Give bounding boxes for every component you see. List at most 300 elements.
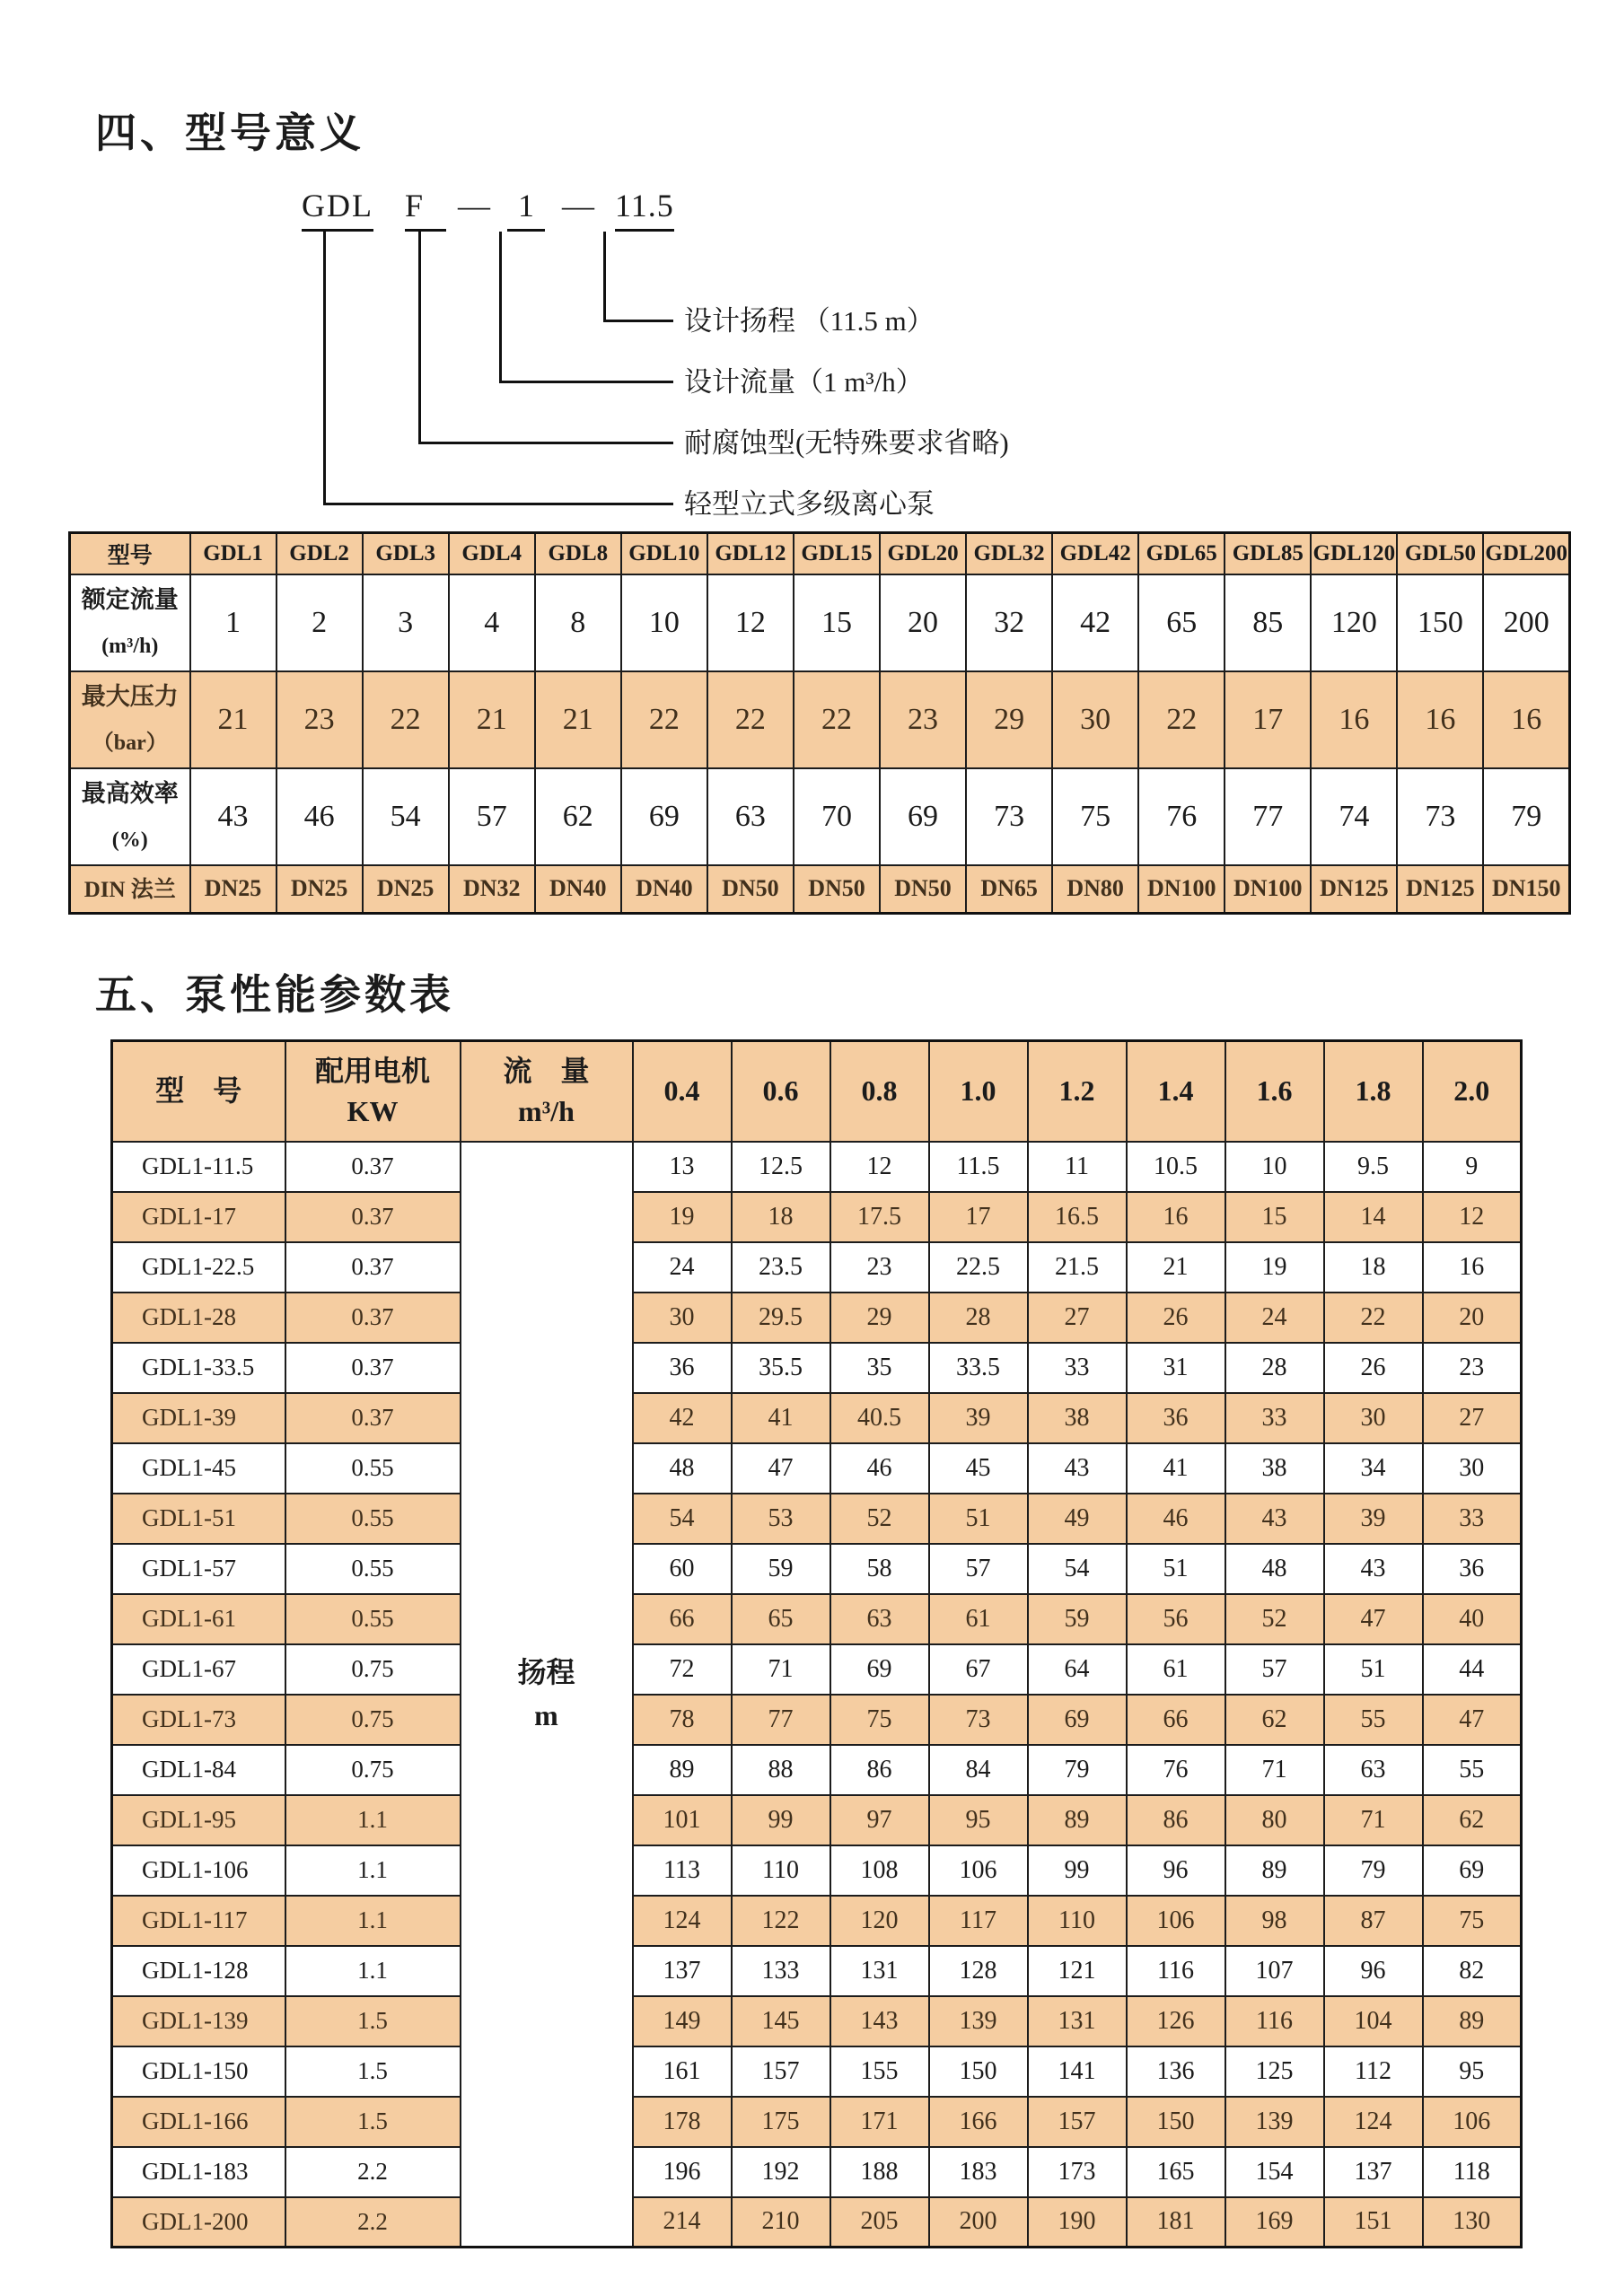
head-value-cell: 21 [1127, 1242, 1225, 1293]
table-row [70, 533, 1570, 574]
model-code-dash: — [458, 188, 491, 223]
model-header-cell: GDL85 [1225, 533, 1311, 574]
head-value-cell: 150 [1127, 2097, 1225, 2147]
head-value-cell: 24 [1225, 1293, 1324, 1343]
motor-kw-cell: 1.5 [285, 2046, 461, 2097]
head-value-cell: 62 [1423, 1795, 1522, 1845]
head-value-cell: 113 [633, 1845, 732, 1896]
head-value-cell: 34 [1324, 1443, 1423, 1494]
value-cell: 62 [535, 768, 621, 865]
head-value-cell: 9 [1423, 1142, 1522, 1192]
motor-kw-cell: 1.5 [285, 2097, 461, 2147]
model-cell: GDL1-95 [112, 1795, 285, 1845]
model-code-head: 11.5 [615, 187, 674, 232]
value-cell: 69 [621, 768, 707, 865]
head-value-cell: 49 [1028, 1494, 1127, 1544]
table-row [112, 1795, 1522, 1845]
head-value-cell: 45 [929, 1443, 1028, 1494]
head-value-cell: 53 [732, 1494, 830, 1544]
head-value-cell: 79 [1324, 1845, 1423, 1896]
head-value-cell: 71 [732, 1644, 830, 1695]
head-value-cell: 145 [732, 1996, 830, 2046]
table-row [112, 1745, 1522, 1795]
head-value-cell: 99 [732, 1795, 830, 1845]
head-value-cell: 196 [633, 2147, 732, 2197]
head-value-cell: 131 [830, 1946, 929, 1996]
head-value-cell: 11.5 [929, 1142, 1028, 1192]
table-row [112, 1393, 1522, 1443]
head-value-cell: 205 [830, 2197, 929, 2248]
head-value-cell: 36 [633, 1343, 732, 1393]
value-cell: 21 [535, 671, 621, 768]
head-value-cell: 52 [1225, 1594, 1324, 1644]
model-cell: GDL1-106 [112, 1845, 285, 1896]
head-value-cell: 12.5 [732, 1142, 830, 1192]
model-cell: GDL1-51 [112, 1494, 285, 1544]
model-header-cell: GDL10 [621, 533, 707, 574]
head-value-cell: 54 [633, 1494, 732, 1544]
motor-kw-cell: 1.1 [285, 1896, 461, 1946]
model-code-series: GDL [302, 187, 373, 232]
head-value-cell: 181 [1127, 2197, 1225, 2248]
head-value-cell: 40 [1423, 1594, 1522, 1644]
head-value-cell: 107 [1225, 1946, 1324, 1996]
value-cell: 23 [880, 671, 966, 768]
head-value-cell: 51 [1324, 1644, 1423, 1695]
model-header-cell: GDL120 [1311, 533, 1397, 574]
head-value-cell: 84 [929, 1745, 1028, 1795]
head-value-cell: 104 [1324, 1996, 1423, 2046]
section5-title: 五、泵性能参数表 [95, 972, 454, 1018]
head-value-cell: 51 [1127, 1544, 1225, 1594]
value-cell: DN32 [449, 865, 535, 914]
value-cell: 22 [794, 671, 880, 768]
row-label-text: DIN 法兰 [83, 877, 176, 902]
table-row [112, 2046, 1522, 2097]
table-row [112, 2147, 1522, 2197]
head-value-cell: 67 [929, 1644, 1028, 1695]
row-label-text: 最高效率 [81, 780, 179, 807]
head-value-cell: 23.5 [732, 1242, 830, 1293]
row-label-text: 最大压力 [81, 683, 179, 710]
model-cell: GDL1-84 [112, 1745, 285, 1795]
head-unit-line: m [534, 1699, 558, 1732]
flow-value-header: 0.6 [732, 1041, 830, 1142]
head-value-cell: 30 [1423, 1443, 1522, 1494]
head-value-cell: 178 [633, 2097, 732, 2147]
head-value-cell: 89 [633, 1745, 732, 1795]
motor-column-header [285, 1041, 461, 1142]
head-value-cell: 110 [1028, 1896, 1127, 1946]
model-header-cell: GDL200 [1483, 533, 1569, 574]
row-label-unit: (%) [111, 828, 148, 852]
value-cell: 76 [1138, 768, 1225, 865]
motor-kw-cell: 0.37 [285, 1393, 461, 1443]
head-value-cell: 59 [732, 1544, 830, 1594]
head-value-cell: 87 [1324, 1896, 1423, 1946]
motor-kw-cell: 0.55 [285, 1494, 461, 1544]
value-cell: 150 [1397, 574, 1483, 671]
head-value-cell: 157 [732, 2046, 830, 2097]
model-column-header: 型 号 [112, 1041, 285, 1142]
head-value-cell: 175 [732, 2097, 830, 2147]
head-value-cell: 16 [1423, 1242, 1522, 1293]
head-value-cell: 33 [1423, 1494, 1522, 1544]
head-value-cell: 161 [633, 2046, 732, 2097]
model-cell: GDL1-28 [112, 1293, 285, 1343]
value-cell: 22 [1138, 671, 1225, 768]
head-value-cell: 128 [929, 1946, 1028, 1996]
head-value-cell: 18 [732, 1192, 830, 1242]
table-row [112, 2097, 1522, 2147]
head-value-cell: 62 [1225, 1695, 1324, 1745]
connector-horizontal-line [323, 503, 673, 505]
value-cell: DN40 [535, 865, 621, 914]
value-cell: 22 [707, 671, 794, 768]
model-cell: GDL1-150 [112, 2046, 285, 2097]
value-cell: 22 [621, 671, 707, 768]
value-cell: 70 [794, 768, 880, 865]
head-value-cell: 80 [1225, 1795, 1324, 1845]
value-cell: 29 [966, 671, 1052, 768]
head-value-cell: 89 [1423, 1996, 1522, 2046]
head-value-cell: 154 [1225, 2147, 1324, 2197]
motor-kw-cell: 2.2 [285, 2147, 461, 2197]
model-cell: GDL1-11.5 [112, 1142, 285, 1192]
table-row [70, 671, 1570, 768]
table-row [70, 574, 1570, 671]
model-cell: GDL1-22.5 [112, 1242, 285, 1293]
head-value-cell: 12 [830, 1142, 929, 1192]
head-value-cell: 116 [1127, 1946, 1225, 1996]
value-cell: 17 [1225, 671, 1311, 768]
value-cell: 12 [707, 574, 794, 671]
table-row [112, 1293, 1522, 1343]
motor-kw-cell: 0.37 [285, 1293, 461, 1343]
header-line: m³/h [518, 1094, 575, 1127]
head-value-cell: 21.5 [1028, 1242, 1127, 1293]
motor-kw-cell: 1.1 [285, 1946, 461, 1996]
motor-kw-cell: 2.2 [285, 2197, 461, 2248]
head-value-cell: 44 [1423, 1644, 1522, 1695]
model-cell: GDL1-17 [112, 1192, 285, 1242]
value-cell: 3 [363, 574, 449, 671]
head-value-cell: 28 [1225, 1343, 1324, 1393]
header-line: 流 量 [503, 1054, 590, 1087]
table-row [112, 1494, 1522, 1544]
motor-kw-cell: 0.37 [285, 1192, 461, 1242]
head-value-cell: 47 [1423, 1695, 1522, 1745]
head-value-cell: 41 [732, 1393, 830, 1443]
head-value-cell: 26 [1127, 1293, 1225, 1343]
model-cell: GDL1-128 [112, 1946, 285, 1996]
head-value-cell: 48 [1225, 1544, 1324, 1594]
head-value-cell: 11 [1028, 1142, 1127, 1192]
connector-vertical-line [418, 232, 421, 442]
head-value-cell: 214 [633, 2197, 732, 2248]
head-value-cell: 120 [830, 1896, 929, 1946]
model-cell: GDL1-45 [112, 1443, 285, 1494]
model-header-cell: GDL42 [1052, 533, 1138, 574]
value-cell: DN125 [1397, 865, 1483, 914]
head-value-cell: 157 [1028, 2097, 1127, 2147]
motor-kw-cell: 0.75 [285, 1745, 461, 1795]
value-cell: 57 [449, 768, 535, 865]
head-value-cell: 61 [929, 1594, 1028, 1644]
model-code-flow: 1 [507, 187, 545, 232]
value-cell: DN50 [880, 865, 966, 914]
head-value-cell: 35.5 [732, 1343, 830, 1393]
model-header-cell: GDL15 [794, 533, 880, 574]
head-value-cell: 63 [1324, 1745, 1423, 1795]
value-cell: 16 [1483, 671, 1569, 768]
head-value-cell: 13 [633, 1142, 732, 1192]
model-header-cell: GDL32 [966, 533, 1052, 574]
head-value-cell: 86 [1127, 1795, 1225, 1845]
value-cell: 73 [1397, 768, 1483, 865]
model-header-cell: GDL20 [880, 533, 966, 574]
head-value-cell: 141 [1028, 2046, 1127, 2097]
model-header-cell: GDL4 [449, 533, 535, 574]
head-value-cell: 33.5 [929, 1343, 1028, 1393]
head-value-cell: 63 [830, 1594, 929, 1644]
table-row [112, 1845, 1522, 1896]
head-value-cell: 166 [929, 2097, 1028, 2147]
flow-value-header: 1.4 [1127, 1041, 1225, 1142]
value-cell: 16 [1311, 671, 1397, 768]
head-value-cell: 60 [633, 1544, 732, 1594]
head-value-cell: 125 [1225, 2046, 1324, 2097]
value-cell: DN25 [363, 865, 449, 914]
head-value-cell: 89 [1225, 1845, 1324, 1896]
head-value-cell: 47 [732, 1443, 830, 1494]
row-label-unit: (m³/h) [101, 635, 159, 658]
head-value-cell: 47 [1324, 1594, 1423, 1644]
head-value-cell: 143 [830, 1996, 929, 2046]
table-row [112, 1544, 1522, 1594]
head-value-cell: 150 [929, 2046, 1028, 2097]
head-value-cell: 139 [1225, 2097, 1324, 2147]
head-value-cell: 46 [1127, 1494, 1225, 1544]
head-value-cell: 99 [1028, 1845, 1127, 1896]
head-value-cell: 101 [633, 1795, 732, 1845]
head-value-cell: 210 [732, 2197, 830, 2248]
table-row [112, 1594, 1522, 1644]
value-cell: 32 [966, 574, 1052, 671]
head-value-cell: 106 [1127, 1896, 1225, 1946]
annotation-design-flow: 设计流量（1 m³/h） [684, 366, 924, 398]
connector-horizontal-line [603, 320, 673, 322]
head-value-cell: 116 [1225, 1996, 1324, 2046]
head-value-cell: 46 [830, 1443, 929, 1494]
head-value-cell: 10.5 [1127, 1142, 1225, 1192]
table-row [112, 1695, 1522, 1745]
value-cell: 4 [449, 574, 535, 671]
head-value-cell: 39 [1324, 1494, 1423, 1544]
head-value-cell: 23 [830, 1242, 929, 1293]
head-value-cell: 112 [1324, 2046, 1423, 2097]
value-cell: 77 [1225, 768, 1311, 865]
head-value-cell: 38 [1028, 1393, 1127, 1443]
head-value-cell: 22.5 [929, 1242, 1028, 1293]
head-value-cell: 118 [1423, 2147, 1522, 2197]
value-cell: DN25 [190, 865, 277, 914]
head-value-cell: 51 [929, 1494, 1028, 1544]
flow-value-header: 2.0 [1423, 1041, 1522, 1142]
head-value-cell: 130 [1423, 2197, 1522, 2248]
value-cell: 200 [1483, 574, 1569, 671]
head-value-cell: 42 [633, 1393, 732, 1443]
head-value-cell: 96 [1324, 1946, 1423, 1996]
head-value-cell: 27 [1028, 1293, 1127, 1343]
head-value-cell: 200 [929, 2197, 1028, 2248]
value-cell: 54 [363, 768, 449, 865]
model-code-dash: — [562, 188, 595, 223]
value-cell: DN150 [1483, 865, 1569, 914]
model-cell: GDL1-200 [112, 2197, 285, 2248]
head-value-cell: 33 [1028, 1343, 1127, 1393]
head-value-cell: 183 [929, 2147, 1028, 2197]
connector-vertical-line [603, 232, 606, 320]
value-cell: DN100 [1138, 865, 1225, 914]
section4-title: 四、型号意义 [95, 110, 364, 156]
table-row [70, 768, 1570, 865]
head-value-cell: 126 [1127, 1996, 1225, 2046]
model-cell: GDL1-57 [112, 1544, 285, 1594]
flow-column-header [461, 1041, 633, 1142]
value-cell: 69 [880, 768, 966, 865]
head-value-cell: 98 [1225, 1896, 1324, 1946]
model-cell: GDL1-61 [112, 1594, 285, 1644]
head-value-cell: 69 [1423, 1845, 1522, 1896]
head-value-cell: 97 [830, 1795, 929, 1845]
value-cell: 8 [535, 574, 621, 671]
value-cell: DN65 [966, 865, 1052, 914]
head-value-cell: 33 [1225, 1393, 1324, 1443]
annotation-pump-type: 轻型立式多级离心泵 [684, 488, 935, 520]
head-value-cell: 43 [1324, 1544, 1423, 1594]
row-label-unit: （bar） [92, 732, 168, 755]
table-row [112, 1142, 1522, 1192]
head-value-cell: 61 [1127, 1644, 1225, 1695]
head-value-cell: 22 [1324, 1293, 1423, 1343]
head-value-cell: 75 [1423, 1896, 1522, 1946]
head-value-cell: 16 [1127, 1192, 1225, 1242]
head-value-cell: 57 [1225, 1644, 1324, 1695]
head-value-cell: 20 [1423, 1293, 1522, 1343]
head-unit-line: 扬程 [517, 1656, 575, 1689]
head-value-cell: 65 [732, 1594, 830, 1644]
model-cell: GDL1-139 [112, 1996, 285, 2046]
head-value-cell: 36 [1127, 1393, 1225, 1443]
head-value-cell: 78 [633, 1695, 732, 1745]
head-value-cell: 71 [1324, 1795, 1423, 1845]
model-cell: GDL1-183 [112, 2147, 285, 2197]
head-value-cell: 56 [1127, 1594, 1225, 1644]
value-cell: 22 [363, 671, 449, 768]
head-value-cell: 38 [1225, 1443, 1324, 1494]
row-label-text: 额定流量 [81, 586, 179, 613]
row-label-cell [70, 574, 190, 671]
head-value-cell: 31 [1127, 1343, 1225, 1393]
head-value-cell: 41 [1127, 1443, 1225, 1494]
head-value-cell: 28 [929, 1293, 1028, 1343]
head-value-cell: 29.5 [732, 1293, 830, 1343]
header-line: 配用电机 [314, 1054, 430, 1087]
motor-kw-cell: 1.5 [285, 1996, 461, 2046]
head-unit-cell [461, 1142, 633, 2248]
head-value-cell: 29 [830, 1293, 929, 1343]
annotation-design-head: 设计扬程 （11.5 m） [684, 305, 935, 337]
head-value-cell: 30 [633, 1293, 732, 1343]
head-value-cell: 55 [1324, 1695, 1423, 1745]
head-value-cell: 43 [1028, 1443, 1127, 1494]
head-value-cell: 66 [633, 1594, 732, 1644]
flow-value-header: 1.6 [1225, 1041, 1324, 1142]
table-row [112, 1242, 1522, 1293]
head-value-cell: 27 [1423, 1393, 1522, 1443]
model-cell: GDL1-117 [112, 1896, 285, 1946]
annotation-corrosion-type: 耐腐蚀型(无特殊要求省略) [684, 427, 1009, 459]
value-cell: 65 [1138, 574, 1225, 671]
value-cell: 21 [449, 671, 535, 768]
value-cell: 16 [1397, 671, 1483, 768]
head-value-cell: 55 [1423, 1745, 1522, 1795]
value-cell: 120 [1311, 574, 1397, 671]
head-value-cell: 64 [1028, 1644, 1127, 1695]
head-value-cell: 23 [1423, 1343, 1522, 1393]
head-value-cell: 58 [830, 1544, 929, 1594]
head-value-cell: 19 [633, 1192, 732, 1242]
model-header-cell: GDL8 [535, 533, 621, 574]
flow-value-header: 0.8 [830, 1041, 929, 1142]
head-value-cell: 59 [1028, 1594, 1127, 1644]
value-cell: 30 [1052, 671, 1138, 768]
row-label-cell [70, 865, 190, 914]
head-value-cell: 121 [1028, 1946, 1127, 1996]
head-value-cell: 137 [1324, 2147, 1423, 2197]
motor-kw-cell: 0.55 [285, 1594, 461, 1644]
motor-kw-cell: 0.37 [285, 1242, 461, 1293]
value-cell: 20 [880, 574, 966, 671]
head-value-cell: 71 [1225, 1745, 1324, 1795]
value-cell: 1 [190, 574, 277, 671]
value-cell: DN50 [707, 865, 794, 914]
corner-label-cell: 型号 [70, 533, 190, 574]
head-value-cell: 171 [830, 2097, 929, 2147]
head-value-cell: 24 [633, 1242, 732, 1293]
motor-kw-cell: 1.1 [285, 1845, 461, 1896]
head-value-cell: 30 [1324, 1393, 1423, 1443]
value-cell: 10 [621, 574, 707, 671]
value-cell: 73 [966, 768, 1052, 865]
value-cell: 63 [707, 768, 794, 865]
head-value-cell: 15 [1225, 1192, 1324, 1242]
motor-kw-cell: 0.55 [285, 1544, 461, 1594]
head-value-cell: 136 [1127, 2046, 1225, 2097]
head-value-cell: 72 [633, 1644, 732, 1695]
header-line: KW [347, 1094, 399, 1127]
head-value-cell: 76 [1127, 1745, 1225, 1795]
model-header-cell: GDL1 [190, 533, 277, 574]
value-cell: DN40 [621, 865, 707, 914]
head-value-cell: 89 [1028, 1795, 1127, 1845]
value-cell: 79 [1483, 768, 1569, 865]
table-row [112, 1896, 1522, 1946]
value-cell: 85 [1225, 574, 1311, 671]
head-value-cell: 165 [1127, 2147, 1225, 2197]
value-cell: DN100 [1225, 865, 1311, 914]
